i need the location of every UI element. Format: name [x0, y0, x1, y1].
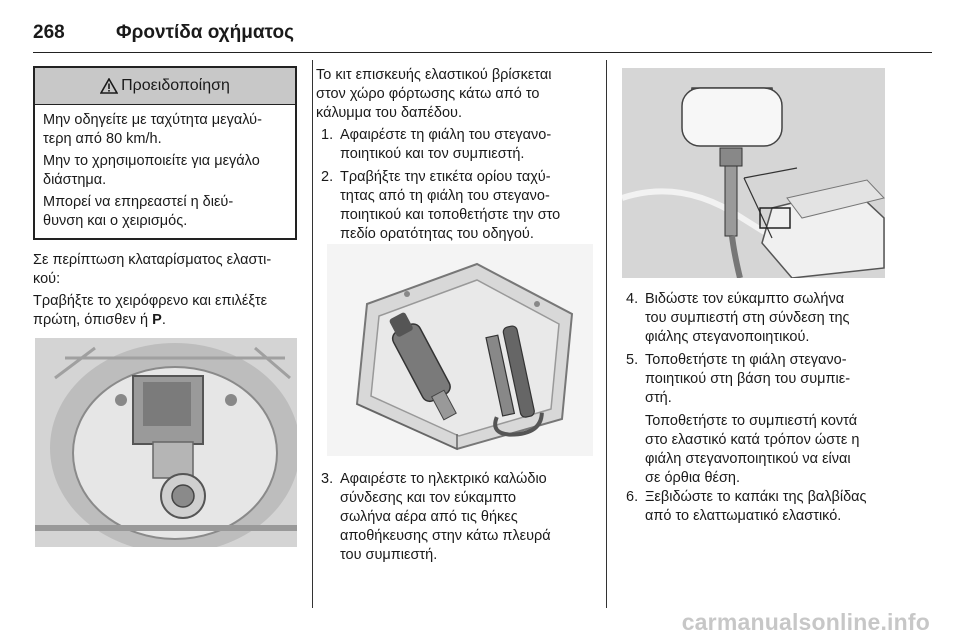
warning-paragraph: Μην οδηγείτε με ταχύτητα μεγαλύ- τερη από 80 km/h. [43, 112, 262, 147]
step-number: 1. [321, 127, 334, 143]
step-number: 4. [626, 291, 639, 307]
warning-header [35, 68, 295, 105]
warning-triangle-icon [100, 78, 118, 94]
column-divider-2 [606, 60, 607, 608]
step-4: 4. Βιδώστε τον εύκαμπτο σωλήνα του συμπιεστή στη σύνδεση της φιάλης στεγανοποιητικού. [626, 291, 850, 345]
flat-tyre-paragraph: Σε περίπτωση κλαταρίσματος ελαστι- κού: [33, 252, 272, 287]
warning-paragraph: Μην το χρησιμοποιείτε για μεγάλο διάστημα. [43, 153, 260, 188]
warning-box [33, 66, 297, 240]
step-2: 2. Τραβήξτε την ετικέτα ορίου ταχύ- τητας από τη φιάλη του στεγανο- ποιητικού και τοποθετήστε την στο πεδίο ορατότητας του οδηγού. [321, 169, 561, 242]
column-divider-1 [312, 60, 313, 608]
page-title: Φροντίδα οχήματος [116, 22, 294, 43]
step-number: 5. [626, 352, 639, 368]
col1-text [33, 251, 303, 333]
warning-body [35, 105, 295, 231]
step-3: 3. Αφαιρέστε το ηλεκτρικό καλώδιο σύνδεσης και τον εύκαμπτο σωλήνα αέρα από τις θήκες αποθήκευσης στην κάτω πλευρά του συμπιεστή. [321, 471, 551, 563]
step-number: 6. [626, 489, 639, 505]
step-5: 5. Τοποθετήστε τη φιάλη στεγανο- ποιητικού στη βάση του συμπιε- στή. Τοποθετήστε το συμπιεστή κοντά στο ελαστικό κατά τρόπον ώστε η φιάλη στεγανοποιητικού να είναι σε όρθια θέση. [621, 351, 901, 488]
kit-location-paragraph: Το κιτ επισκευής ελαστικού βρίσκεται στον χώρο φόρτωσης κάτω από το κάλυμμα του δαπέδου. [316, 67, 552, 121]
step-1: 1. Αφαιρέστε τη φιάλη του στεγανο- ποιητικού και τον συμπιεστή. [321, 127, 552, 162]
step-6: 6. Ξεβιδώστε το καπάκι της βαλβίδας από το ελαττωματικό ελαστικό. [626, 489, 867, 524]
col2-intro [316, 66, 601, 126]
step-number: 2. [321, 169, 334, 185]
step-5-note: Τοποθετήστε το συμπιεστή κοντά στο ελαστικό κατά τρόπον ώστε η φιάλη στεγανοποιητικού να είναι σε όρθια θέση. [645, 413, 860, 486]
page-number: 268 [33, 22, 65, 43]
step-number: 3. [321, 471, 334, 487]
spare-well-illustration [35, 338, 297, 547]
compressor-underside-illustration [327, 244, 593, 456]
page-header [33, 14, 932, 53]
sealant-bottle-illustration [622, 68, 885, 278]
handbrake-paragraph: Τραβήξτε το χειρόφρενο και επιλέξτε πρώτη, όπισθεν ή P. [33, 293, 268, 328]
warning-paragraph: Μπορεί να επηρεαστεί η διεύ- θυνση και ο χειρισμός. [43, 194, 234, 229]
warning-title: Προειδοποίηση [121, 77, 230, 94]
watermark: carmanualsonline.info [681, 609, 930, 635]
